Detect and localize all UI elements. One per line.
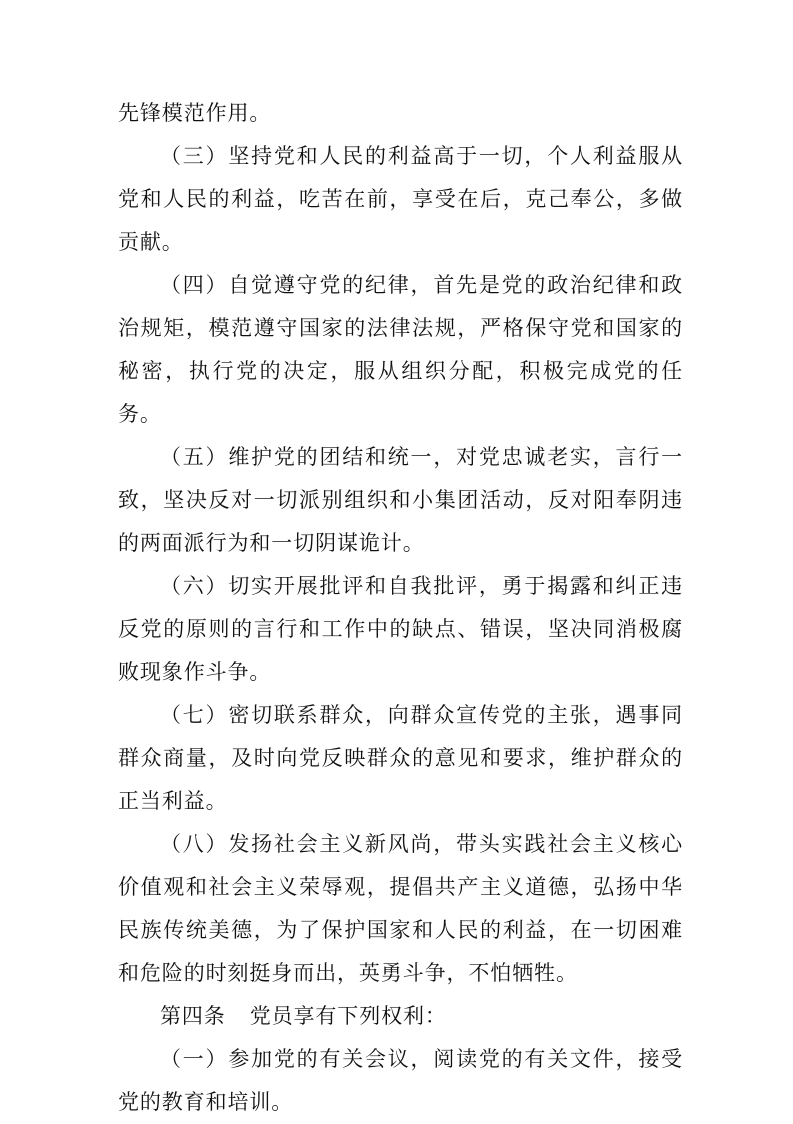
paragraph-item-6: （六）切实开展批评和自我批评，勇于揭露和纠正违反党的原则的言行和工作中的缺点、错误，坚决同消极腐败现象作斗争。 <box>118 574 683 684</box>
paragraph-continuation: 先锋模范作用。 <box>118 101 272 125</box>
paragraph-right-1: （一）参加党的有关会议，阅读党的有关文件，接受党的教育和培训。 <box>118 1047 683 1114</box>
document-body <box>118 92 683 1124</box>
paragraph-item-3: （三）坚持党和人民的利益高于一切，个人利益服从党和人民的利益，吃苦在前，享受在后，克己奉公，多做贡献。 <box>118 144 683 254</box>
paragraph-item-5: （五）维护党的团结和统一，对党忠诚老实，言行一致，坚决反对一切派别组织和小集团活动，反对阳奉阴违的两面派行为和一切阴谋诡计。 <box>118 445 683 555</box>
article-number: 第四条 <box>160 1004 226 1028</box>
paragraph-item-7: （七）密切联系群众，向群众宣传党的主张，遇事同群众商量，及时向党反映群众的意见和要求，维护群众的正当利益。 <box>118 703 683 813</box>
paragraph-item-4: （四）自觉遵守党的纪律，首先是党的政治纪律和政治规矩，模范遵守国家的法律法规，严格保守党和国家的秘密，执行党的决定，服从组织分配，积极完成党的任务。 <box>118 273 683 426</box>
article-title: 党员享有下列权利： <box>249 1004 447 1028</box>
paragraph-item-8: （八）发扬社会主义新风尚，带头实践社会主义核心价值观和社会主义荣辱观，提倡共产主义道德，弘扬中华民族传统美德，为了保护国家和人民的利益，在一切困难和危险的时刻挺身而出，英勇斗争，不怕牺牲。 <box>118 832 683 985</box>
article-heading <box>118 995 683 1038</box>
